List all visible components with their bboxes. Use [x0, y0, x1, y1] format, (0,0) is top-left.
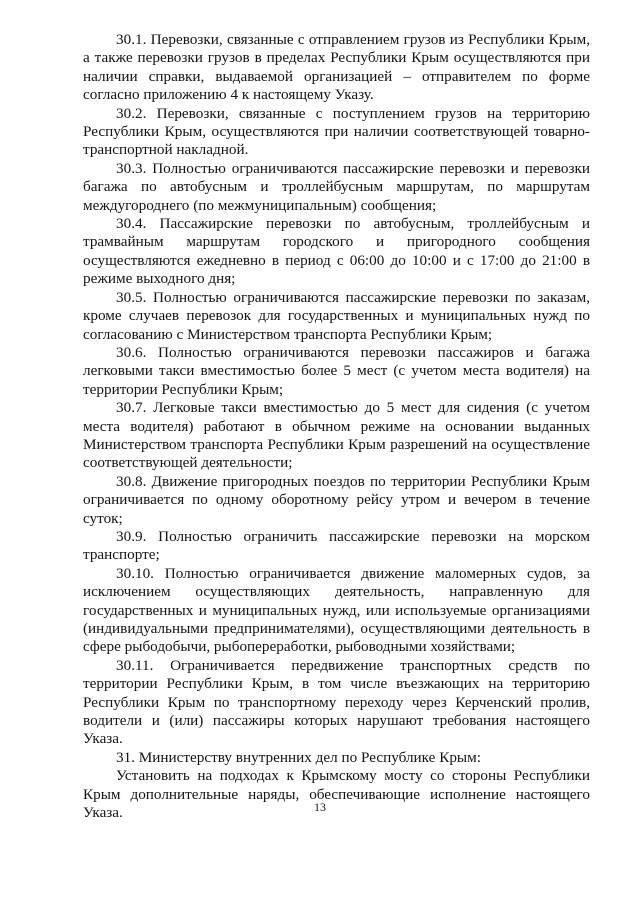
paragraph-30-5: 30.5. Полностью ограничиваются пассажирские перевозки по заказам, кроме случаев перевозок для государственных и муниципальных нужд по согласованию с Министерством транспорта Республики Крым; [83, 288, 590, 343]
paragraph-31-body: Установить на подходах к Крымскому мосту со стороны Республики Крым дополнительные наряды, обеспечивающие исполнение настоящего Указа. [83, 767, 590, 822]
paragraph-30-7: 30.7. Легковые такси вместимостью до 5 мест для сидения (с учетом места водителя) работают в обычном режиме на основании выданных Министерством транспорта Республики Крым разрешений на осуществление соответствующей деятельности; [83, 399, 590, 472]
page-number: 13 [314, 800, 326, 814]
paragraph-30-6: 30.6. Полностью ограничиваются перевозки пассажиров и багажа легковыми такси вместимостью более 5 мест (с учетом места водителя) на территории Республики Крым; [83, 343, 590, 398]
paragraph-30-2: 30.2. Перевозки, связанные с поступлением грузов на территорию Республики Крым, осуществляются при наличии соответствующей товарно-транспортной накладной. [83, 104, 590, 159]
paragraph-30-11: 30.11. Ограничивается передвижение транспортных средств по территории Республики Крым, в том числе въезжающих на территорию Республики Крым по транспортному переходу через Керченский пролив, водители и (или) пассажиры которых нарушают требования настоящего Указа. [83, 656, 590, 748]
paragraph-30-8: 30.8. Движение пригородных поездов по территории Республики Крым ограничивается по одному оборотному рейсу утром и вечером в течение суток; [83, 472, 590, 527]
paragraph-31: 31. Министерству внутренних дел по Республике Крым: [116, 748, 481, 766]
paragraph-30-3: 30.3. Полностью ограничиваются пассажирские перевозки и перевозки багажа по автобусным и троллейбусным маршрутам, по маршрутам междугороднего (по межмуниципальным) сообщения; [83, 159, 590, 214]
paragraph-30-1: 30.1. Перевозки, связанные с отправлением грузов из Республики Крым, а также перевозки грузов в пределах Республики Крым осуществляются при наличии справки, выдаваемой организацией – отправителем по форме согласно приложению 4 к настоящему Указу. [83, 31, 590, 104]
paragraph-30-10: 30.10. Полностью ограничивается движение маломерных судов, за исключением осуществляющих деятельность, направленную для государственных и муниципальных нужд, или используемые организациями (индивидуальными предпринимателями), осуществляющими деятельность в сфере рыбодобычи, рыбопереработки, рыбоводными хозяйствами; [83, 564, 590, 656]
paragraph-30-9: 30.9. Полностью ограничить пассажирские перевозки на морском транспорте; [83, 527, 590, 564]
document-body [83, 31, 590, 822]
paragraph-30-4: 30.4. Пассажирские перевозки по автобусным, троллейбусным и трамвайным маршрутам городского и пригородного сообщения осуществляются ежедневно в период с 06:00 до 10:00 и с 17:00 до 21:00 в режиме выходного дня; [83, 215, 590, 288]
